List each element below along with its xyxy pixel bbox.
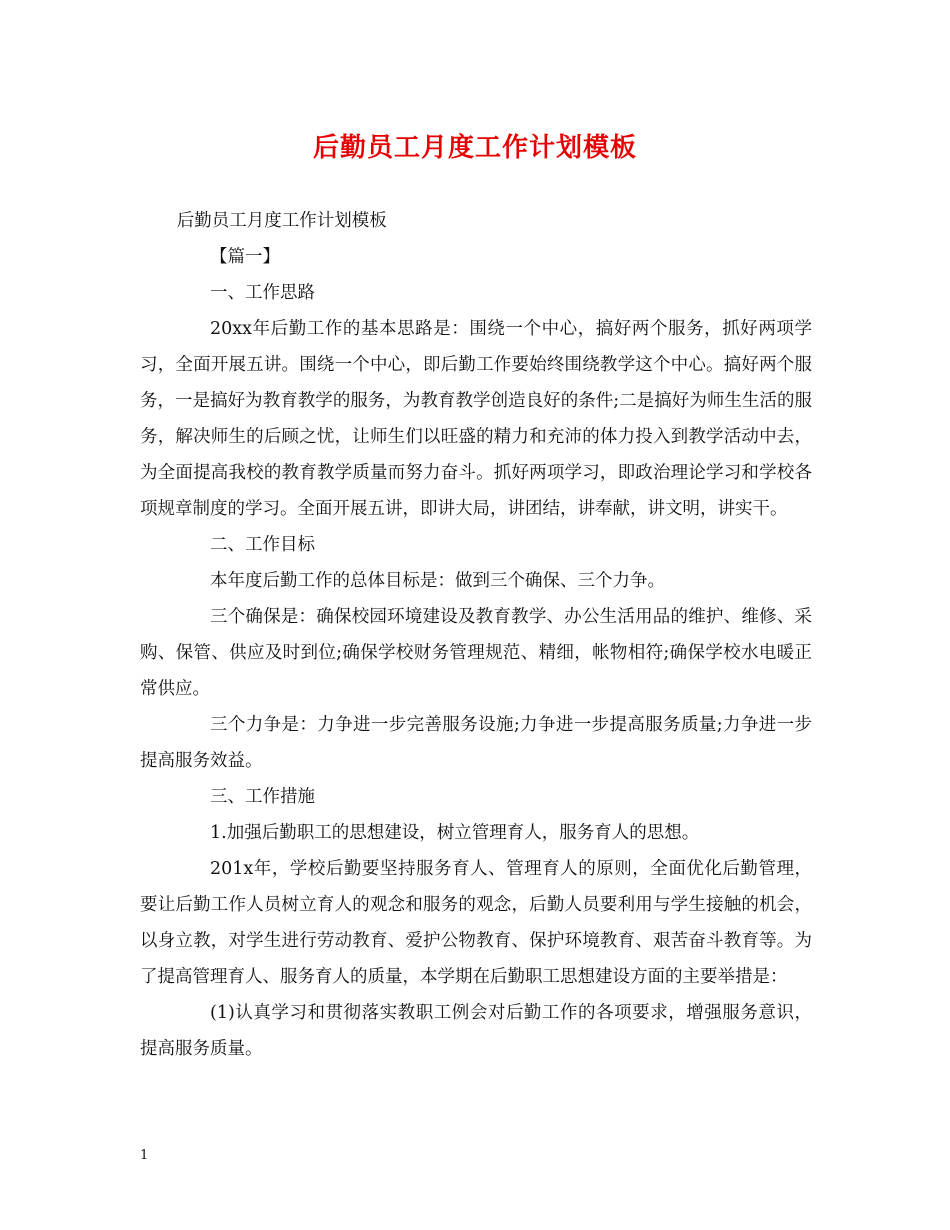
document-body (140, 203, 812, 1067)
paragraph-three-ensures: 三个确保是：确保校园环境建设及教育教学、办公生活用品的维护、维修、采购、保管、供应及时到位;确保学校财务管理规范、精细，帐物相符;确保学校水电暖正常供应。 (140, 607, 812, 699)
paragraph-measure-1: 1.加强后勤职工的思想建设，树立管理育人，服务育人的思想。 (210, 823, 700, 843)
page-number: 1 (140, 1148, 149, 1163)
paragraph-service-education: 201x年，学校后勤要坚持服务育人、管理育人的原则，全面优化后勤管理，要让后勤工作人员树立育人的观念和服务的观念，后勤人员要利用与学生接触的机会，以身立教，对学生进行劳动教育、爱护公物教育、保护环境教育、艰苦奋斗教育等。为了提高管理育人、服务育人的质量，本学期在后勤职工思想建设方面的主要举措是： (140, 859, 812, 987)
heading-work-approach: 一、工作思路 (210, 283, 315, 303)
document-subtitle: 后勤员工月度工作计划模板 (176, 211, 387, 231)
paragraph-three-strives: 三个力争是：力争进一步完善服务设施;力争进一步提高服务质量;力争进一步提高服务效益。 (140, 715, 812, 771)
document-title: 后勤员工月度工作计划模板 (312, 133, 637, 163)
heading-work-measures: 三、工作措施 (210, 787, 315, 807)
paragraph-work-approach: 20xx年后勤工作的基本思路是：围绕一个中心，搞好两个服务，抓好两项学习，全面开展五讲。围绕一个中心，即后勤工作要始终围绕教学这个中心。搞好两个服务，一是搞好为教育教学的服务，为教育教学创造良好的条件;二是搞好为师生生活的服务，解决师生的后顾之忧，让师生们以旺盛的精力和充沛的体力投入到教学活动中去，为全面提高我校的教育教学质量而努力奋斗。抓好两项学习，即政治理论学习和学校各项规章制度的学习。全面开展五讲，即讲大局，讲团结，讲奉献，讲文明，讲实干。 (140, 319, 812, 519)
heading-work-goals: 二、工作目标 (210, 535, 315, 555)
paragraph-list-item-1: (1)认真学习和贯彻落实教职工例会对后勤工作的各项要求，增强服务意识，提高服务质量。 (140, 1003, 812, 1059)
paragraph-overall-goal: 本年度后勤工作的总体目标是：做到三个确保、三个力争。 (210, 571, 665, 591)
section-label: 【篇一】 (210, 247, 280, 267)
